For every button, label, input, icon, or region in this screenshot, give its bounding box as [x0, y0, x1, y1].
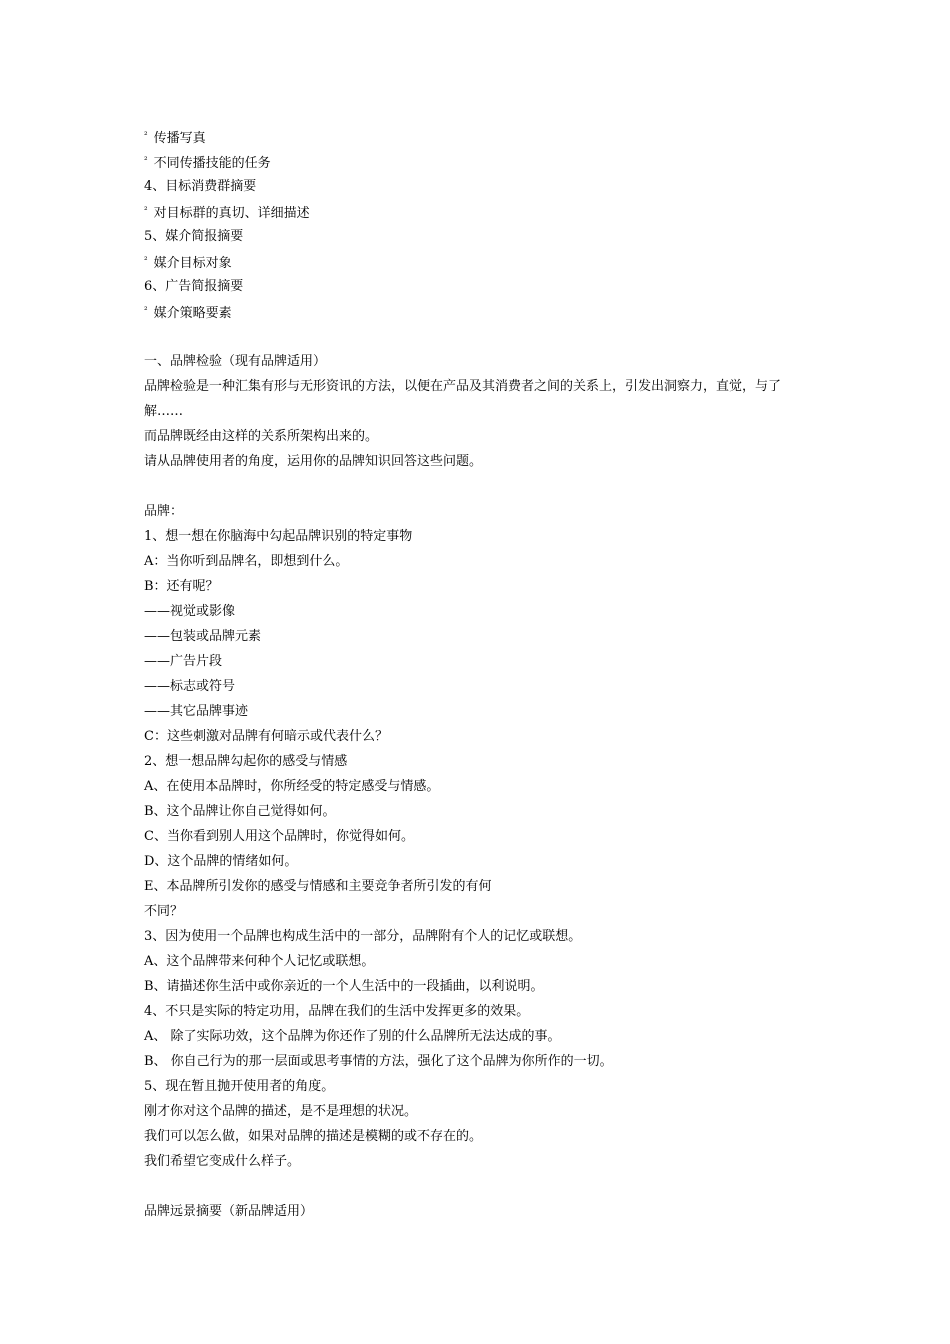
paragraph: 而品牌既经由这样的关系所架构出来的。 — [144, 429, 379, 444]
question-item: A：当你听到品牌名，即想到什么。 — [144, 554, 349, 569]
list-item-text: 媒介策略要素 — [153, 306, 232, 321]
bullet-marker: ² — [144, 256, 148, 266]
question-item: C、当你看到别人用这个品牌时，你觉得如何。 — [144, 829, 414, 844]
list-item-text: 传播写真 — [153, 131, 206, 146]
question: 3、因为使用一个品牌也构成生活中的一部分，品牌附有个人的记忆或联想。 — [144, 929, 582, 944]
question: 5、现在暂且抛开使用者的角度。 — [144, 1079, 335, 1094]
list-item-text: 不同传播技能的任务 — [153, 156, 271, 171]
question: 4、不只是实际的特定功用，品牌在我们的生活中发挥更多的效果。 — [144, 1004, 530, 1019]
question: 1、想一想在你脑海中勾起品牌识别的特定事物 — [144, 529, 413, 544]
question-item-continuation: 不同？ — [144, 904, 184, 919]
question-item: A、这个品牌带来何种个人记忆或联想。 — [144, 954, 375, 969]
dash-item: ——标志或符号 — [144, 679, 236, 694]
question-item: E、本品牌所引发你的感受与情感和主要竞争者所引发的有何 — [144, 879, 492, 894]
question-item: C：这些刺激对品牌有何暗示或代表什么？ — [144, 729, 388, 744]
list-item-text: 6、广告简报摘要 — [144, 279, 244, 294]
list-item — [144, 299, 814, 324]
question-item: B、这个品牌让你自己觉得如何。 — [144, 804, 336, 819]
question-item: B、 你自己行为的那一层面或思考事情的方法，强化了这个品牌为你所作的一切。 — [144, 1054, 613, 1069]
question-item: 我们希望它变成什么样子。 — [144, 1154, 301, 1169]
section-brand-vision — [144, 1199, 814, 1224]
list-item — [144, 124, 814, 149]
question-item: A、在使用本品牌时，你所经受的特定感受与情感。 — [144, 779, 440, 794]
dash-item: ——其它品牌事迹 — [144, 704, 249, 719]
question: 2、想一想品牌勾起你的感受与情感 — [144, 754, 348, 769]
question-item: A、 除了实际功效，这个品牌为你还作了别的什么品牌所无法达成的事。 — [144, 1029, 561, 1044]
list-item-text: 媒介目标对象 — [153, 256, 232, 271]
spacer — [144, 324, 814, 349]
document-body — [144, 124, 814, 1224]
list-item — [144, 149, 814, 174]
spacer — [144, 1174, 814, 1199]
section-brand-check — [144, 349, 814, 474]
list-item — [144, 274, 814, 299]
bullet-marker: ² — [144, 306, 148, 316]
top-list — [144, 124, 814, 324]
bullet-marker: ² — [144, 156, 148, 166]
section-heading: 一、品牌检验（现有品牌适用） — [144, 354, 327, 369]
section-brand-questions — [144, 499, 814, 1174]
spacer — [144, 474, 814, 499]
paragraph: 请从品牌使用者的角度，运用你的品牌知识回答这些问题。 — [144, 454, 483, 469]
paragraph: 品牌检验是一种汇集有形与无形资讯的方法，以便在产品及其消费者之间的关系上，引发出洞察力，直觉，与了解…… — [144, 379, 782, 419]
question-item: 我们可以怎么做，如果对品牌的描述是模糊的或不存在的。 — [144, 1129, 483, 1144]
dash-item: ——包装或品牌元素 — [144, 629, 262, 644]
bullet-marker: ² — [144, 206, 148, 216]
question-item: D、这个品牌的情绪如何。 — [144, 854, 298, 869]
question-item: B、请描述你生活中或你亲近的一个人生活中的一段插曲，以利说明。 — [144, 979, 544, 994]
section-label: 品牌： — [144, 504, 184, 519]
list-item — [144, 199, 814, 224]
list-item-text: 4、目标消费群摘要 — [144, 179, 257, 194]
dash-item: ——广告片段 — [144, 654, 223, 669]
list-item-text: 5、媒介简报摘要 — [144, 229, 244, 244]
list-item — [144, 224, 814, 249]
dash-item: ——视觉或影像 — [144, 604, 236, 619]
question-item: 刚才你对这个品牌的描述，是不是理想的状况。 — [144, 1104, 418, 1119]
question-item: B：还有呢？ — [144, 579, 219, 594]
list-item — [144, 249, 814, 274]
bullet-marker: ² — [144, 131, 148, 141]
section-heading: 品牌远景摘要（新品牌适用） — [144, 1204, 314, 1219]
list-item — [144, 174, 814, 199]
list-item-text: 对目标群的真切、详细描述 — [153, 206, 310, 221]
